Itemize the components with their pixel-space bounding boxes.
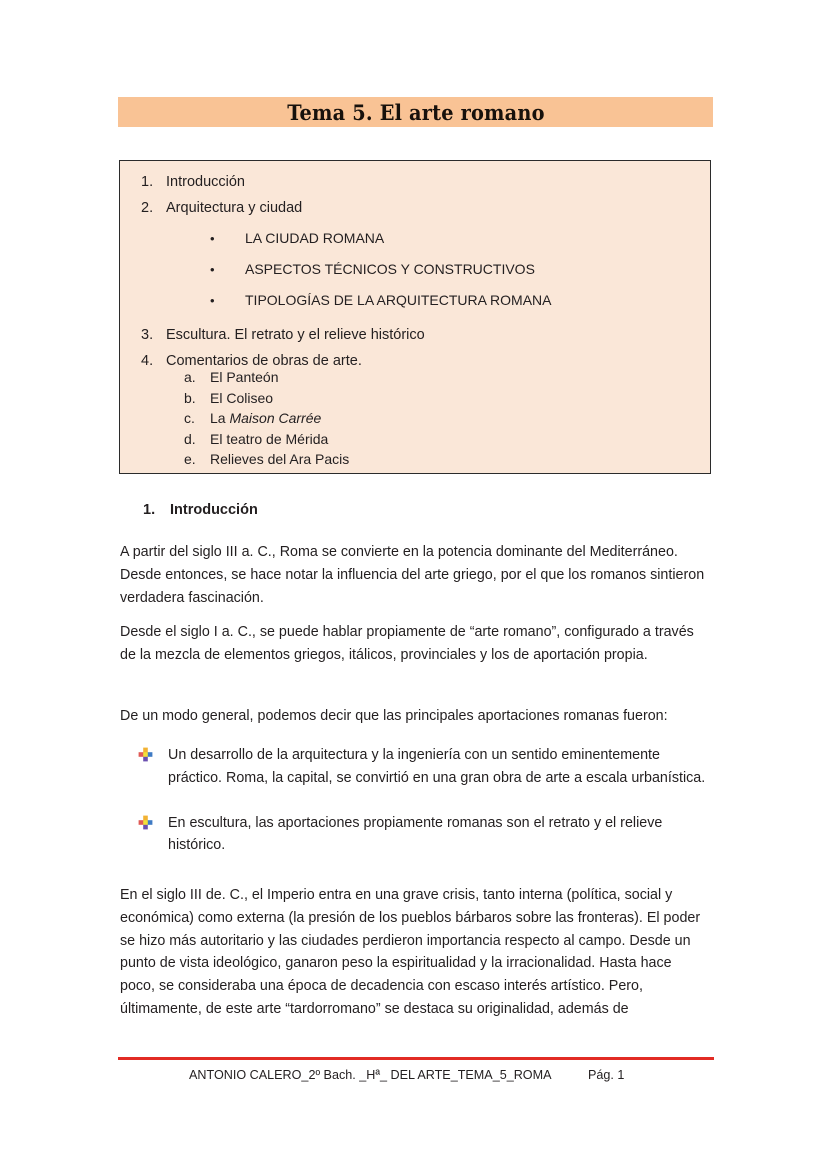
footer-page-number: Pág. 1 xyxy=(588,1068,625,1082)
list-item-text: Un desarrollo de la arquitectura y la ingeniería con un sentido eminentemente práctico. Roma, la capital, se convirtió en una gran obra de arte a escala urbanística. xyxy=(168,747,706,786)
list-item xyxy=(136,195,302,221)
toc-marker: d. xyxy=(184,430,196,447)
toc-label: Introducción xyxy=(166,174,245,190)
section-number: 1. xyxy=(143,502,156,518)
paragraph-crisis: En el siglo III de. C., el Imperio entra en una grave crisis, tanto interna (política, social y económica) como externa (la presión de los pueblos bárbaros sobre las fronteras). El poder se hizo más autoritario y las ciudades perdieron importancia respecto al campo. Desde un punto de vista ideológico, ganaron peso la espiritualidad y la irracionalidad. Hasta hace poco, se consideraba una época de decadencia con escaso interés artístico. Pero, últimamente, de este arte “tardorromano” se destaca su originalidad, además de xyxy=(120,887,701,1017)
paragraph-intro-2: Desde el siglo I a. C., se puede hablar propiamente de “arte romano”, configurado a través de la mezcla de elementos griegos, itálicos, provinciales y los de aportación propia. xyxy=(120,624,694,663)
toc-label: El Coliseo xyxy=(210,389,274,406)
list-item xyxy=(184,408,349,429)
bullet-dot-icon: • xyxy=(210,231,215,246)
cross-bullet-icon xyxy=(138,815,153,830)
contributions-list xyxy=(138,744,713,857)
list-item xyxy=(210,223,552,254)
list-item xyxy=(210,285,552,316)
toc-bullet-list xyxy=(210,223,552,316)
list-item xyxy=(184,367,349,388)
bullet-dot-icon: • xyxy=(210,262,215,277)
toc-label: Comentarios de obras de arte. xyxy=(166,353,362,369)
table-of-contents-box xyxy=(119,160,711,474)
list-item xyxy=(210,254,552,285)
paragraph-intro-1: A partir del siglo III a. C., Roma se convierte en la potencia dominante del Mediterráneo. Desde entonces, se hace notar la influencia del arte griego, por el que los romanos sintieron verdadera fascinación. xyxy=(120,544,705,606)
toc-marker: 2. xyxy=(141,200,154,216)
bullet-dot-icon: • xyxy=(210,293,215,308)
toc-label: Escultura. El retrato y el relieve histórico xyxy=(166,327,425,343)
toc-lettered-list xyxy=(184,367,349,470)
footer-credit: ANTONIO CALERO_2º Bach. _Hª_ DEL ARTE_TEMA_5_ROMA xyxy=(189,1068,552,1082)
toc-marker: 3. xyxy=(141,327,154,343)
cross-bullet-icon xyxy=(138,747,153,762)
toc-marker: e. xyxy=(184,451,196,467)
toc-label: El Panteón xyxy=(210,369,279,385)
toc-label: LA CIUDAD ROMANA xyxy=(245,230,385,246)
toc-marker: 1. xyxy=(141,174,154,190)
list-item xyxy=(136,322,425,348)
footer-divider xyxy=(118,1057,714,1060)
list-item xyxy=(138,812,713,858)
list-item xyxy=(184,388,349,409)
list-item-text: En escultura, las aportaciones propiamente romanas son el retrato y el relieve histórico. xyxy=(168,814,663,854)
list-item xyxy=(136,169,302,195)
list-item xyxy=(184,429,349,450)
list-item xyxy=(138,744,713,790)
paragraph-intro-3: De un modo general, podemos decir que las principales aportaciones romanas fueron: xyxy=(120,708,668,724)
toc-label: Arquitectura y ciudad xyxy=(166,200,303,216)
toc-label: Relieves del Ara Pacis xyxy=(210,451,350,467)
toc-label: El teatro de Mérida xyxy=(210,430,329,447)
toc-top-level-list xyxy=(136,169,302,221)
toc-marker: a. xyxy=(184,369,196,385)
section-heading xyxy=(143,502,258,518)
page-title: Tema 5. El arte romano xyxy=(286,99,545,125)
toc-marker: 4. xyxy=(141,353,154,369)
section-title: Introducción xyxy=(170,502,258,518)
toc-label: TIPOLOGÍAS DE LA ARQUITECTURA ROMANA xyxy=(245,292,552,308)
toc-label: La Maison Carrée xyxy=(210,410,322,426)
document-title-banner xyxy=(118,97,713,127)
list-item xyxy=(184,449,349,470)
toc-marker: b. xyxy=(184,389,196,406)
toc-label: ASPECTOS TÉCNICOS Y CONSTRUCTIVOS xyxy=(245,261,535,277)
toc-marker: c. xyxy=(184,410,195,426)
